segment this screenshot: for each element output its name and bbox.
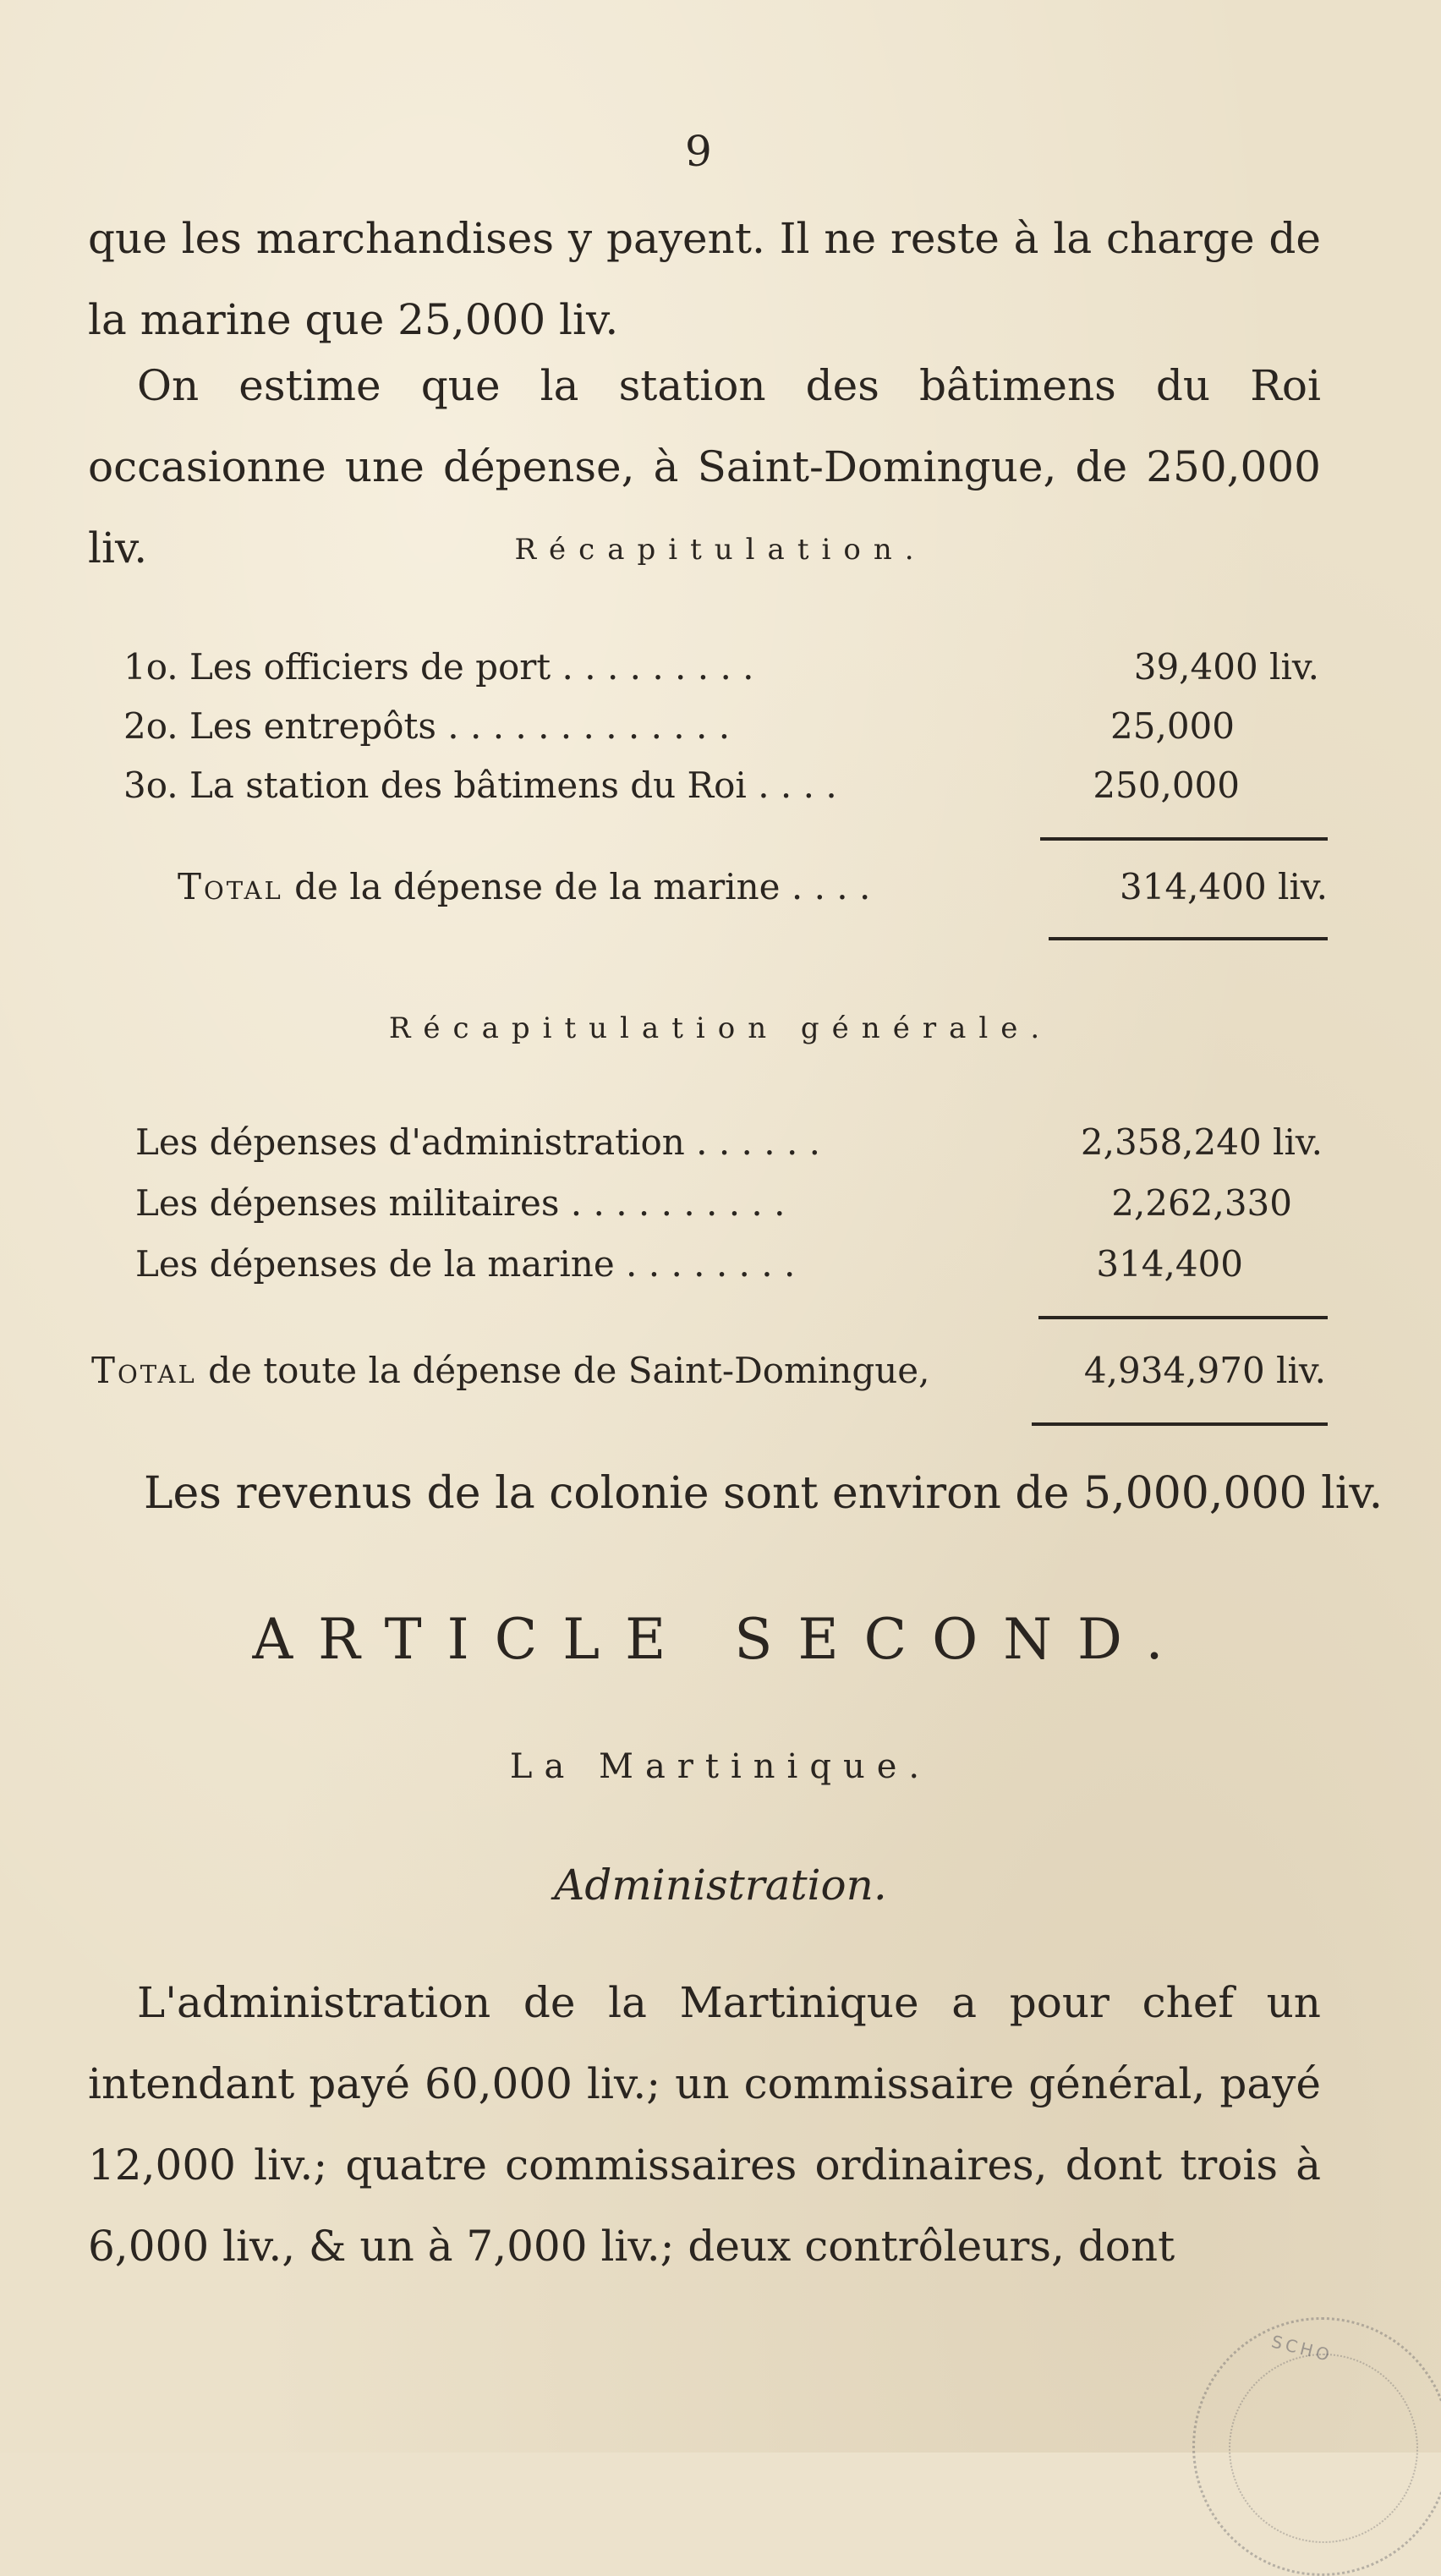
total-rule	[1038, 1316, 1328, 1319]
total-text: de toute la dépense de Saint-Domingue,	[208, 1350, 930, 1391]
recap-row-amount: 250,000	[1093, 765, 1240, 806]
recap-general-row-label: Les dépenses militaires . . . . . . . . . .	[135, 1182, 786, 1224]
total-rule	[1040, 837, 1328, 841]
total-word: Total	[178, 866, 283, 907]
total-word: Total	[91, 1350, 197, 1391]
section-title-text: La Martinique.	[509, 1747, 932, 1786]
recap-heading	[0, 533, 1441, 567]
recap-general-heading	[0, 1011, 1441, 1045]
recap-general-total-label	[91, 1350, 929, 1391]
library-stamp	[1192, 2317, 1441, 2576]
recap-general-row-amount: 314,400	[1096, 1243, 1243, 1285]
recap-general-row-amount: 2,358,240 liv.	[1080, 1121, 1323, 1163]
paragraph-1: que les marchandises y payent. Il ne reste à la charge de la marine que 25,000 liv.	[88, 214, 1321, 344]
total-text: de la dépense de la marine . . . .	[294, 866, 871, 907]
total-rule	[1049, 937, 1328, 940]
recap-total-label	[178, 866, 870, 907]
stamp-text: SCHO	[1269, 2331, 1335, 2366]
recap-row-label: 2o. Les entrepôts . . . . . . . . . . . . .	[123, 705, 731, 747]
paragraph-3: L'administration de la Martinique a pour chef un intendant payé 60,000 liv.; un commissaire général, payé 12,000 liv.; quatre commissaires ordinaires, dont trois à 6,000 liv., & un à 7,000 liv.; deux contrôleurs, dont	[88, 1978, 1321, 2271]
recap-row-label: 3o. La station des bâtimens du Roi . . . .	[123, 765, 837, 806]
recap-heading-text: Récapitulation.	[514, 533, 927, 567]
recap-general-total-amount: 4,934,970 liv.	[1083, 1350, 1326, 1391]
recap-row-amount: 25,000	[1110, 705, 1235, 747]
section-title	[0, 1747, 1441, 1786]
subsection-title: Administration.	[554, 1861, 887, 1910]
page-number: 9	[685, 127, 712, 176]
recap-row-label: 1o. Les officiers de port . . . . . . . . .	[123, 646, 754, 688]
recap-general-row-amount: 2,262,330	[1111, 1182, 1292, 1224]
stamp-inner-ring	[1229, 2354, 1418, 2543]
article-title: ARTICLE SECOND.	[252, 1607, 1189, 1672]
total-rule	[1032, 1422, 1328, 1426]
recap-row-amount: 39,400 liv.	[1133, 646, 1319, 688]
recap-total-amount: 314,400 liv.	[1120, 866, 1328, 907]
recap-general-row-label: Les dépenses de la marine . . . . . . . .	[135, 1243, 796, 1285]
recap-general-heading-text: Récapitulation générale.	[388, 1011, 1053, 1045]
paragraph-2: On estime que la station des bâtimens du Roi occasionne une dépense, à Saint-Domingue, de 250,000 liv.	[88, 361, 1321, 573]
recap-general-row-label: Les dépenses d'administration . . . . . .	[135, 1121, 820, 1163]
revenue-statement: Les revenus de la colonie sont environ de 5,000,000 liv.	[144, 1468, 1383, 1519]
